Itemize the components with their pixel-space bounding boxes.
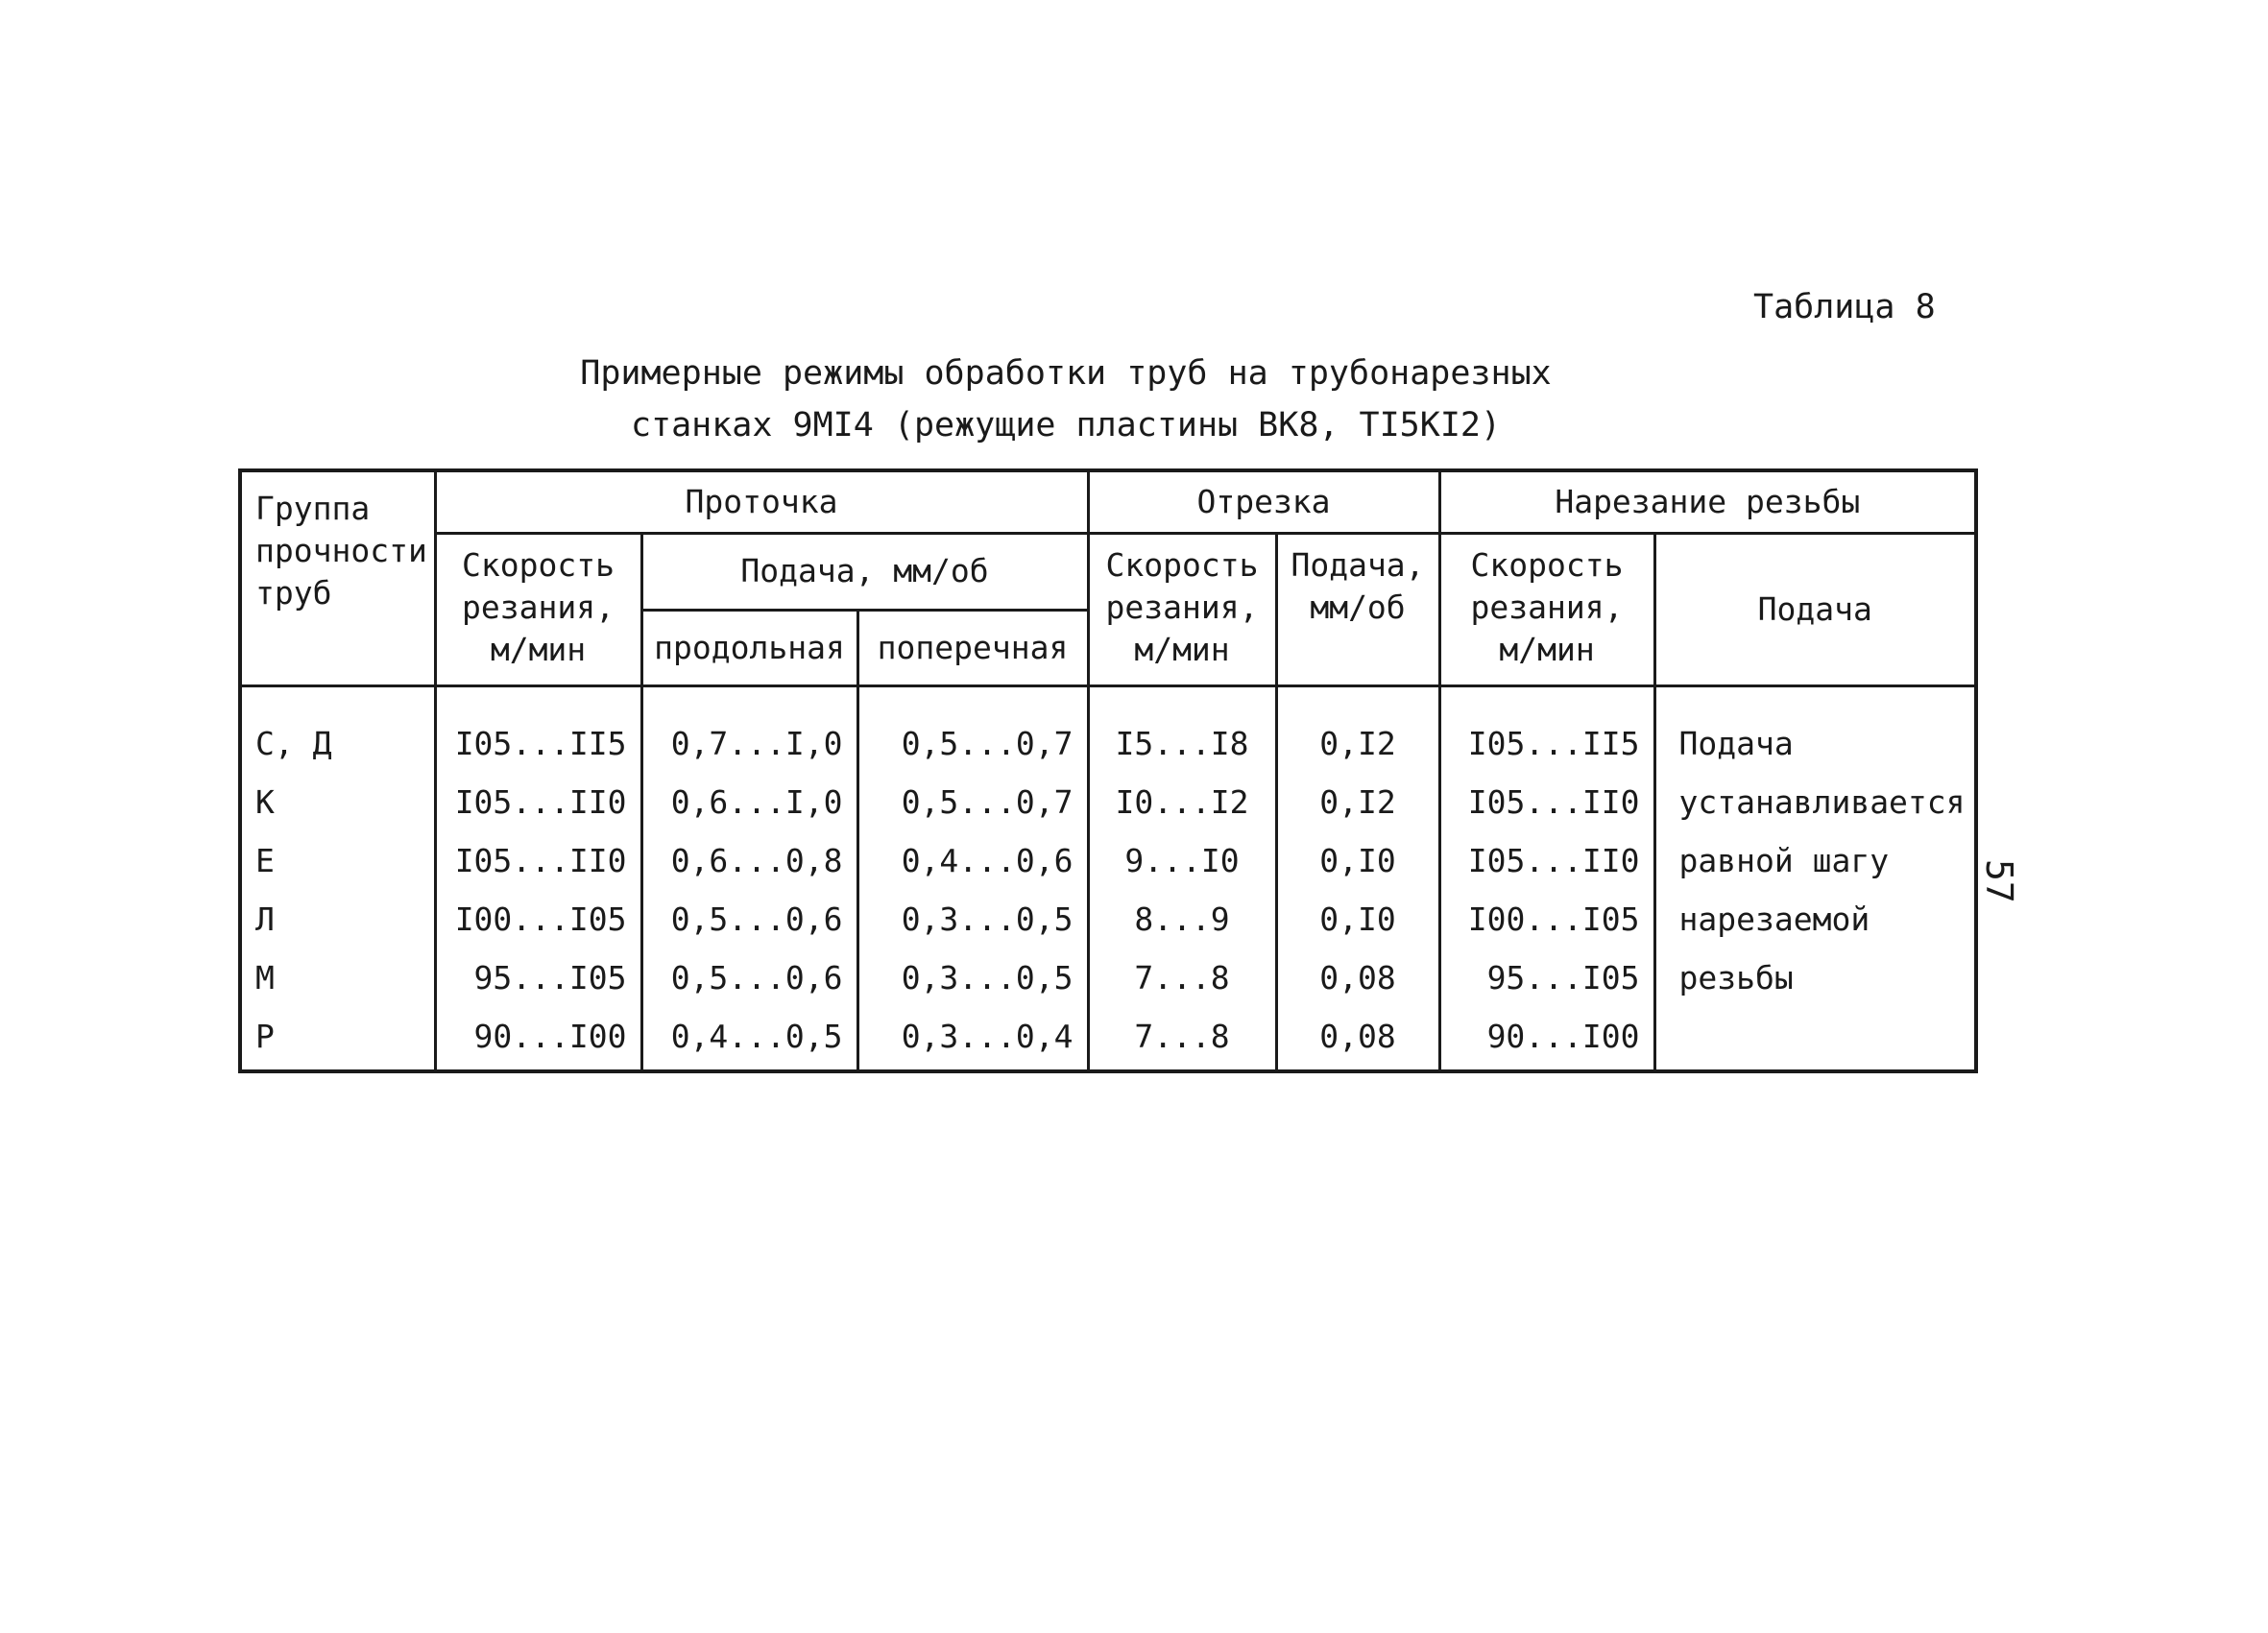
- page-number: 57: [1978, 859, 2020, 903]
- cell-threading-speed: 95...I05: [1439, 949, 1654, 1007]
- cell-turning-longitudinal: 0,5...0,6: [641, 890, 857, 949]
- cell-turning-speed: I05...II0: [435, 831, 641, 890]
- table-label: Таблица 8: [1753, 288, 1936, 326]
- cell-threading-feed-note: Подача устанавливается равной шагу нарезаемой резьбы: [1654, 686, 1976, 1072]
- table-row: [240, 686, 1976, 774]
- header-threading: Нарезание резьбы: [1439, 470, 1976, 534]
- cell-group: М: [240, 949, 435, 1007]
- cell-turning-transverse: 0,3...0,4: [857, 1007, 1088, 1071]
- cell-cutoff-feed: 0,I0: [1276, 890, 1439, 949]
- cell-cutoff-feed: 0,I2: [1276, 686, 1439, 774]
- header-row-1: [240, 470, 1976, 534]
- cell-turning-speed: I00...I05: [435, 890, 641, 949]
- cell-group: С, Д: [240, 686, 435, 774]
- title-line-2: станках 9MI4 (режущие пластины ВК8, TI5KI2): [630, 406, 1502, 444]
- header-threading-speed: Скорость резания, м/мин: [1439, 534, 1654, 686]
- cell-cutoff-feed: 0,08: [1276, 949, 1439, 1007]
- header-turning-speed: Скорость резания, м/мин: [435, 534, 641, 686]
- cell-group: Р: [240, 1007, 435, 1071]
- title-line-1: Примерные режимы обработки труб на трубонарезных: [580, 354, 1552, 393]
- cell-turning-longitudinal: 0,4...0,5: [641, 1007, 857, 1071]
- header-transverse: поперечная: [857, 610, 1088, 686]
- cell-cutoff-speed: I5...I8: [1088, 686, 1276, 774]
- header-longitudinal: продольная: [641, 610, 857, 686]
- cell-turning-longitudinal: 0,6...0,8: [641, 831, 857, 890]
- cell-threading-speed: I05...II5: [1439, 686, 1654, 774]
- cell-cutoff-feed: 0,08: [1276, 1007, 1439, 1071]
- cell-threading-speed: 90...I00: [1439, 1007, 1654, 1071]
- cell-cutoff-speed: I0...I2: [1088, 773, 1276, 831]
- cell-cutoff-feed: 0,I2: [1276, 773, 1439, 831]
- header-group: Группа прочности труб: [240, 470, 435, 686]
- table-title: [538, 348, 1594, 451]
- cell-turning-speed: 95...I05: [435, 949, 641, 1007]
- cell-cutoff-speed: 7...8: [1088, 949, 1276, 1007]
- header-turning-feed: Подача, мм/об: [641, 534, 1088, 611]
- cell-group: К: [240, 773, 435, 831]
- header-cutoff-speed: Скорость резания, м/мин: [1088, 534, 1276, 686]
- cell-cutoff-speed: 7...8: [1088, 1007, 1276, 1071]
- cell-cutoff-speed: 8...9: [1088, 890, 1276, 949]
- cell-turning-speed: I05...II0: [435, 773, 641, 831]
- header-row-2: [240, 534, 1976, 611]
- cell-turning-longitudinal: 0,5...0,6: [641, 949, 857, 1007]
- cell-turning-transverse: 0,3...0,5: [857, 949, 1088, 1007]
- cell-group: Е: [240, 831, 435, 890]
- header-turning: Проточка: [435, 470, 1088, 534]
- cell-cutoff-speed: 9...I0: [1088, 831, 1276, 890]
- cell-turning-transverse: 0,4...0,6: [857, 831, 1088, 890]
- header-cutoff-feed: Подача, мм/об: [1276, 534, 1439, 686]
- cell-turning-transverse: 0,3...0,5: [857, 890, 1088, 949]
- cell-threading-speed: I05...II0: [1439, 831, 1654, 890]
- cell-turning-transverse: 0,5...0,7: [857, 686, 1088, 774]
- cell-cutoff-feed: 0,I0: [1276, 831, 1439, 890]
- cell-turning-longitudinal: 0,7...I,0: [641, 686, 857, 774]
- table-body: [240, 686, 1976, 1072]
- cell-group: Л: [240, 890, 435, 949]
- table-header: [240, 470, 1976, 686]
- cell-turning-transverse: 0,5...0,7: [857, 773, 1088, 831]
- cell-threading-speed: I05...II0: [1439, 773, 1654, 831]
- cell-turning-speed: I05...II5: [435, 686, 641, 774]
- header-threading-feed: Подача: [1654, 534, 1976, 686]
- cell-turning-longitudinal: 0,6...I,0: [641, 773, 857, 831]
- cell-turning-speed: 90...I00: [435, 1007, 641, 1071]
- cell-threading-speed: I00...I05: [1439, 890, 1654, 949]
- cutting-modes-table: [238, 468, 1978, 1073]
- header-cutoff: Отрезка: [1088, 470, 1439, 534]
